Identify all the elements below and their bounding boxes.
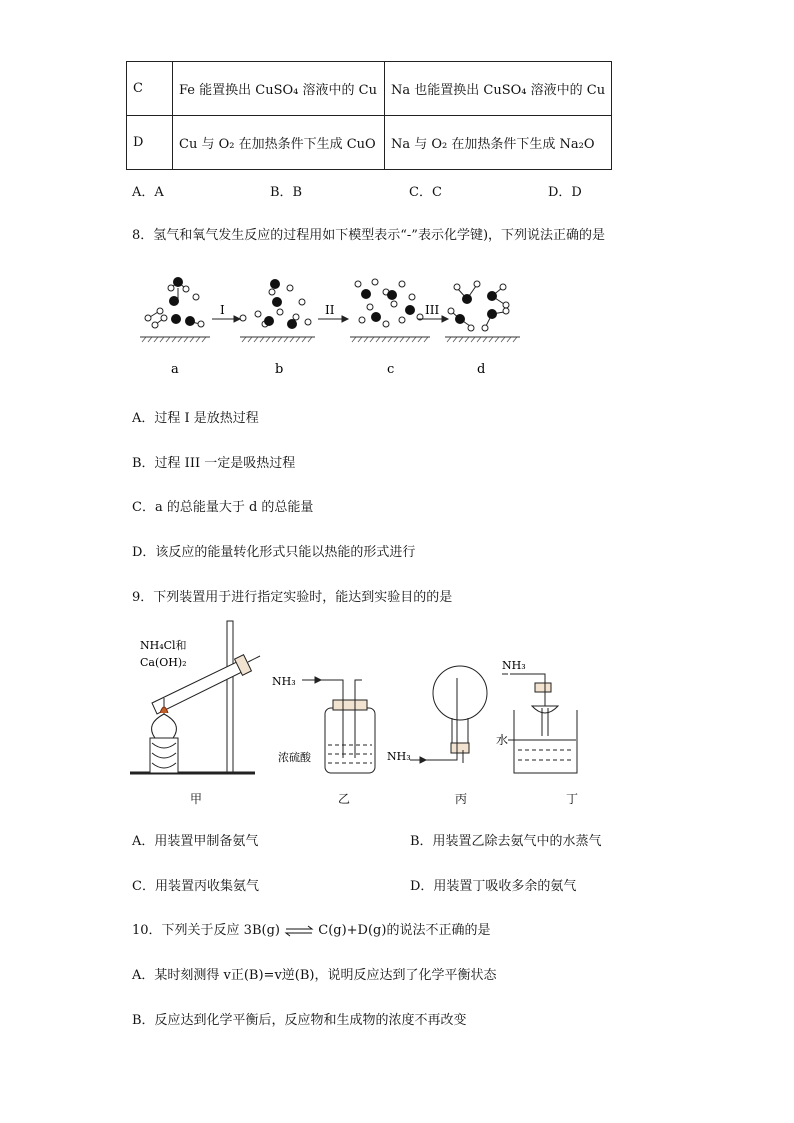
q9-option-d: D．用装置丁吸收多余的氨气: [410, 879, 577, 894]
question-9-stem: 9．下列装置用于进行指定实验时，能达到实验目的的是: [132, 590, 453, 605]
answer-option-a: A．A: [132, 185, 164, 200]
reagent-label-1: NH₄Cl和: [140, 639, 187, 652]
nh3-label-bing: NH₃: [387, 750, 411, 763]
arrow-label-2: II: [325, 303, 335, 317]
q10-stem-pre: 10．下列关于反应 3B(g): [132, 923, 280, 938]
table-cell: C: [127, 62, 173, 116]
options-table: [126, 61, 612, 170]
q10-option-a: A．某时刻测得 v正(B)=v逆(B)，说明反应达到了化学平衡状态: [132, 968, 497, 983]
q8-option-c: C．a 的总能量大于 d 的总能量: [132, 500, 314, 515]
arrow-label-3: III: [425, 303, 440, 317]
q8-option-b: B．过程 III 一定是吸热过程: [132, 456, 296, 471]
question-8-stem: 8．氢气和氧气发生反应的过程用如下模型表示“-”表示化学键)，下列说法正确的是: [132, 228, 606, 243]
q9-option-b: B．用装置乙除去氨气中的水蒸气: [410, 834, 602, 849]
q8-option-d: D．该反应的能量转化形式只能以热能的形式进行: [132, 545, 416, 560]
reagent-label-2: Ca(OH)₂: [140, 656, 187, 669]
table-row: [127, 62, 612, 116]
nh3-label-ding: NH₃: [502, 659, 526, 672]
equilibrium-arrow-icon: [284, 925, 314, 937]
caption-ding: 丁: [566, 792, 579, 806]
q9-option-c: C．用装置丙收集氨气: [132, 879, 259, 894]
answer-option-d: D．D: [548, 185, 582, 200]
table-cell: Cu 与 O₂ 在加热条件下生成 CuO: [173, 116, 385, 170]
stage-label-b: b: [275, 362, 284, 377]
q8-option-a: A．过程 I 是放热过程: [132, 411, 259, 426]
table-cell: D: [127, 116, 173, 170]
caption-yi: 乙: [338, 792, 351, 806]
apparatus-diagram: [130, 618, 610, 818]
acid-label: 浓硫酸: [278, 751, 311, 764]
water-label: 水: [496, 733, 509, 747]
table-row: [127, 116, 612, 170]
reaction-model-diagram: [130, 262, 530, 382]
caption-jia: 甲: [190, 792, 203, 806]
answer-option-c: C．C: [409, 185, 442, 200]
caption-bing: 丙: [455, 792, 468, 806]
arrow-label-1: I: [220, 303, 225, 317]
q10-option-b: B．反应达到化学平衡后，反应物和生成物的浓度不再改变: [132, 1013, 467, 1028]
nh3-label-yi: NH₃: [272, 675, 296, 688]
stage-label-d: d: [477, 362, 486, 377]
question-10-stem: [132, 919, 490, 938]
stage-label-a: a: [171, 362, 179, 377]
table-cell: Na 与 O₂ 在加热条件下生成 Na₂O: [385, 116, 612, 170]
table-cell: Na 也能置换出 CuSO₄ 溶液中的 Cu: [385, 62, 612, 116]
q10-stem-post: C(g)+D(g)的说法不正确的是: [318, 923, 491, 938]
stage-label-c: c: [387, 362, 395, 377]
table-cell: Fe 能置换出 CuSO₄ 溶液中的 Cu: [173, 62, 385, 116]
q9-option-a: A．用装置甲制备氨气: [132, 834, 259, 849]
answer-option-b: B．B: [270, 185, 303, 200]
